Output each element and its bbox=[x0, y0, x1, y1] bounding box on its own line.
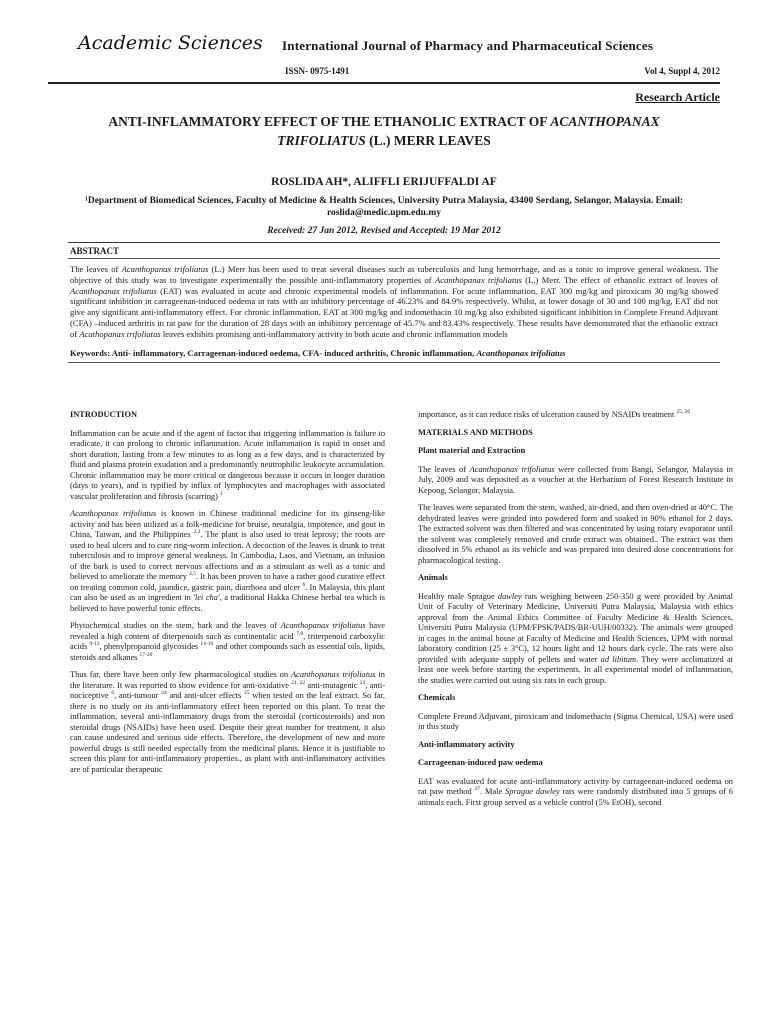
species-name: Acanthopanax trifoliatus bbox=[435, 274, 522, 285]
keywords bbox=[70, 348, 718, 358]
abstract-text: (L.) Merr. The effect of ethanolic extract of leaves of bbox=[521, 274, 718, 285]
paragraph: Phytochemical studies on the stem, bark and the leaves of Acanthopanax trifoliatus have revealed a high content of diterpenoids such as continentalic acid $^{7,8}$, triterpenoid carboxylic acids $^{9-13}$, phenylpropanoid glycosides $^{14-16}$ and other compounds such as essential oils, lipids, steroids and alkanes $^{17-20}$ bbox=[70, 621, 385, 662]
paragraph: Healthy male Sprague dawley rats weighing between 250-350 g were provided by Animal Unit of Faculty of Veterinary Medicine, Universiti Putra Malaysia, Malaysia with ethics approval from the Animal Ethics Committee of Faculty Medicine & Health Sciences, Universiti Putra Malaysia (UPM/FPSK/PADS/BR-UUH/00332). The animals were grouped in cages in the animal house at Faculty of Medicine and Health Sciences, UPM with normal laboratory condition (25 ± 3°C), 12 hours light and 12 hours dark cycle. The rats were also provided with adequate supply of pellets and water ad libitum. They were acclimatized at least one week before starting the experiments. In all experimental model of inflammation, the studies were carried out using six rats in each group. bbox=[418, 591, 733, 685]
paragraph: EAT was evaluated for acute anti-inflammatory activity by carrageenan-induced oedema on rat paw method $^{27}$. Male Sprague dawley rats were randomly distributed into 5 groups of 6 animals each. First group served as a vehicle control (5% EtOH), second bbox=[418, 776, 733, 807]
paragraph: importance, as it can reduce risks of ulceration caused by NSAIDs treatment $^{25, 26}$ bbox=[418, 409, 691, 419]
paragraph: Acanthopanax trifoliatus is known in Chinese traditional medicine for its ginseng-like activity and has been utilized as a folk-medicine for bruise, neuralgia, impotence, and gout in China, Taiwan, and the Philippines $^{2,3}$. The plant is also used to treat leprosy; the roots are used to heal ulcers and to cure ring-worm infection. A decoction of the leaves is drunk to treat tuberculosis and to improve general weakness. In Cambodia, Laos, and Vietnam, an infusion of the bark is used to correct nervous affections and as a stimulant as well as a tonic and believed to ameliorate the memory $^{4,5}$. It has been proven to have a rather good curative effect on treating common cold, jaundice, gastric pain, diarrhoea and ulcer $^6$. In Malaysia, this plant can also be used as an ingredient in 'lei cha', a traditional Hakka Chinese herbal tea which is believed to have powerful tonic effects. bbox=[70, 509, 386, 613]
species-name: Acanthopanax trifoliatus bbox=[70, 285, 157, 296]
species-name: Acathopanax trifoliatus bbox=[79, 328, 161, 339]
paragraph: Thus far, there have been only few pharmacological studies on Acanthopanax trifoliatus in the literature. It was reported to show evidence for anti-oxidative $^{21, 22}$ anti-mutagenic $^{23}$, anti-nociceptive $^6$, anti-tumour $^{24}$ and anti-ulcer effects $^{25}$ when tested on the leaf extract. So far, there is no study on its anti-inflammatory effect been reported on this plant. To treat the inflammation, several anti-inflammatory drugs from the steroidal (corticosteroids) and non steroidal drugs (NSAIDs) have been used. Despite their great number for treatment, it also can cause undesired and serious side effects. Therefore, the development of new and more powerful drugs is still needed especially from the medicinal plants. Hence it is justifiable to screen this plant for anti-inflammatory properties., as plant with anti-inflammatory activities are of particular therapeutic bbox=[70, 670, 386, 774]
abstract-rule bbox=[68, 258, 720, 259]
subsection-heading: Animals bbox=[418, 573, 448, 582]
right-column bbox=[418, 410, 733, 815]
abstract-text: (EAT) was evaluated in acute and chronic experimental models of inflammation. For acute inflammation, EAT 300 mg/kg and piroxicam 30 mg/kg showed significant inhibition in carrageenan-induced oedema in rats with an inhibitory percentage of 46.23% and 84.9% respectively. Whilst, at lower dosage of 30 and 100 mg/kg, EAT did not give any significant anti-inflammatory effect. For chronic inflammation, EAT at 300 mg/kg and indomethacin 10 mg/kg also exhibited significant inhibition in Complete Freund Adjuvant (CFA) –induced arthritis in rat paw for the duration of 28 days with an inhibitory percentage of 45.7% and 83.43% respectively. These results have demonstrated that the ethanolic extract of bbox=[70, 285, 718, 339]
volume-info: Vol 4, Suppl 4, 2012 bbox=[644, 66, 720, 76]
title-part2: (L.) MERR LEAVES bbox=[365, 133, 491, 148]
abstract-heading: ABSTRACT bbox=[70, 246, 120, 256]
subsection-heading: Carrageenan-induced paw oedema bbox=[418, 758, 543, 767]
keywords-rule bbox=[68, 362, 720, 363]
received-dates: Received: 27 Jan 2012, Revised and Accepted: 19 Mar 2012 bbox=[267, 226, 501, 236]
paragraph: Complete Freund Adjuvant, piroxicam and indomethacin (Sigma Chemical, USA) were used in this study bbox=[418, 711, 733, 731]
abstract-text: The leaves of bbox=[70, 264, 122, 274]
section-heading: MATERIALS AND METHODS bbox=[418, 427, 533, 437]
paragraph: Inflammation can be acute and if the agent of factor that triggering inflammation is failure to eradicate, it can prolong to chronic inflammation. Acute inflammation is rapid in onset and short duration, lasting from a few minutes to as long as a few days, and is characterized by fluid and plasma protein exudation and a predominantly neutrophilic leukocyte accumulation. Chronic inflammation may be more critical or dangerous because it occurs in longer duration (days to years), and is typified by influx of lymphocytes and macrophages with associated vascular proliferation and fibrosis (scarring) $^1$ bbox=[70, 428, 385, 501]
species-name: Acanthopanax trifoliatus bbox=[121, 264, 209, 274]
keywords-text: Keywords: Anti- inflammatory, Carrageenan-induced oedema, CFA- induced arthritis, Chronic inflammation, bbox=[70, 348, 477, 358]
subsection-heading: Chemicals bbox=[418, 693, 456, 702]
affiliation: ¹Department of Biomedical Sciences, Faculty of Medicine & Health Sciences, University Putra Malaysia, 43400 Serdang, Selangor, Malaysia. Email: roslida@medic.upm.edu.my bbox=[84, 196, 684, 218]
paragraph: The leaves were separated from the stem, washed, air-dried, and then oven-dried at 40°C. The dehydrated leaves were grinded into powdered form and soaked in 90% ethanol for 2 days. The extracted solvent was then filtered and was concentrated by using rotary evaporator until the solvent was completely removed and crude extract was obtained.. The extract was then dissolved in 5% ethanol as its vehicle and was prepared into desired dose concentrations for pharmacological testing. bbox=[418, 503, 733, 565]
abstract-rule-top bbox=[68, 242, 720, 243]
title-species-a: ACANTHOPANAX bbox=[550, 114, 660, 129]
subsection-heading: Anti-inflammatory activity bbox=[418, 739, 515, 749]
abstract-body bbox=[70, 264, 718, 340]
authors: ROSLIDA AH*, ALIFFLI ERIJUFFALDI AF bbox=[271, 176, 497, 188]
title-species-b: TRIFOLIATUS bbox=[277, 133, 366, 148]
article-type: Research Article bbox=[635, 90, 720, 104]
header-rule bbox=[48, 82, 720, 84]
abstract-text: leaves exhibits promising anti-inflammatory activity in both acute and chronic inflammation models bbox=[160, 328, 508, 339]
publisher-logo: Academic Sciences bbox=[78, 32, 263, 54]
paragraph: The leaves of Acanthopanax trifoliatus were collected from Bangi, Selangor, Malaysia in July, 2009 and was deposited as a voucher at the Herbarium of Forest Research Institute in Kepong, Selangor, Malaysia. bbox=[418, 464, 733, 495]
issn: ISSN- 0975-1491 bbox=[285, 66, 350, 76]
journal-name: International Journal of Pharmacy and Pharmaceutical Sciences bbox=[282, 38, 654, 53]
keywords-species: Acanthopanax trifoliatus bbox=[476, 348, 566, 358]
left-column bbox=[70, 410, 385, 782]
paper-title bbox=[60, 112, 708, 150]
section-heading: INTRODUCTION bbox=[70, 410, 138, 419]
title-part1: ANTI-INFLAMMATORY EFFECT OF THE ETHANOLIC EXTRACT OF bbox=[108, 114, 551, 129]
abstract-text: (L.) Merr has been used to treat several diseases such as tuberculosis and lung hemorrhage, and as a tonic to improve general weakness. The objective of this study was to investigate experimentally the possible anti-inflammatory properties of bbox=[70, 264, 719, 285]
subsection-heading: Plant material and Extraction bbox=[418, 446, 526, 455]
